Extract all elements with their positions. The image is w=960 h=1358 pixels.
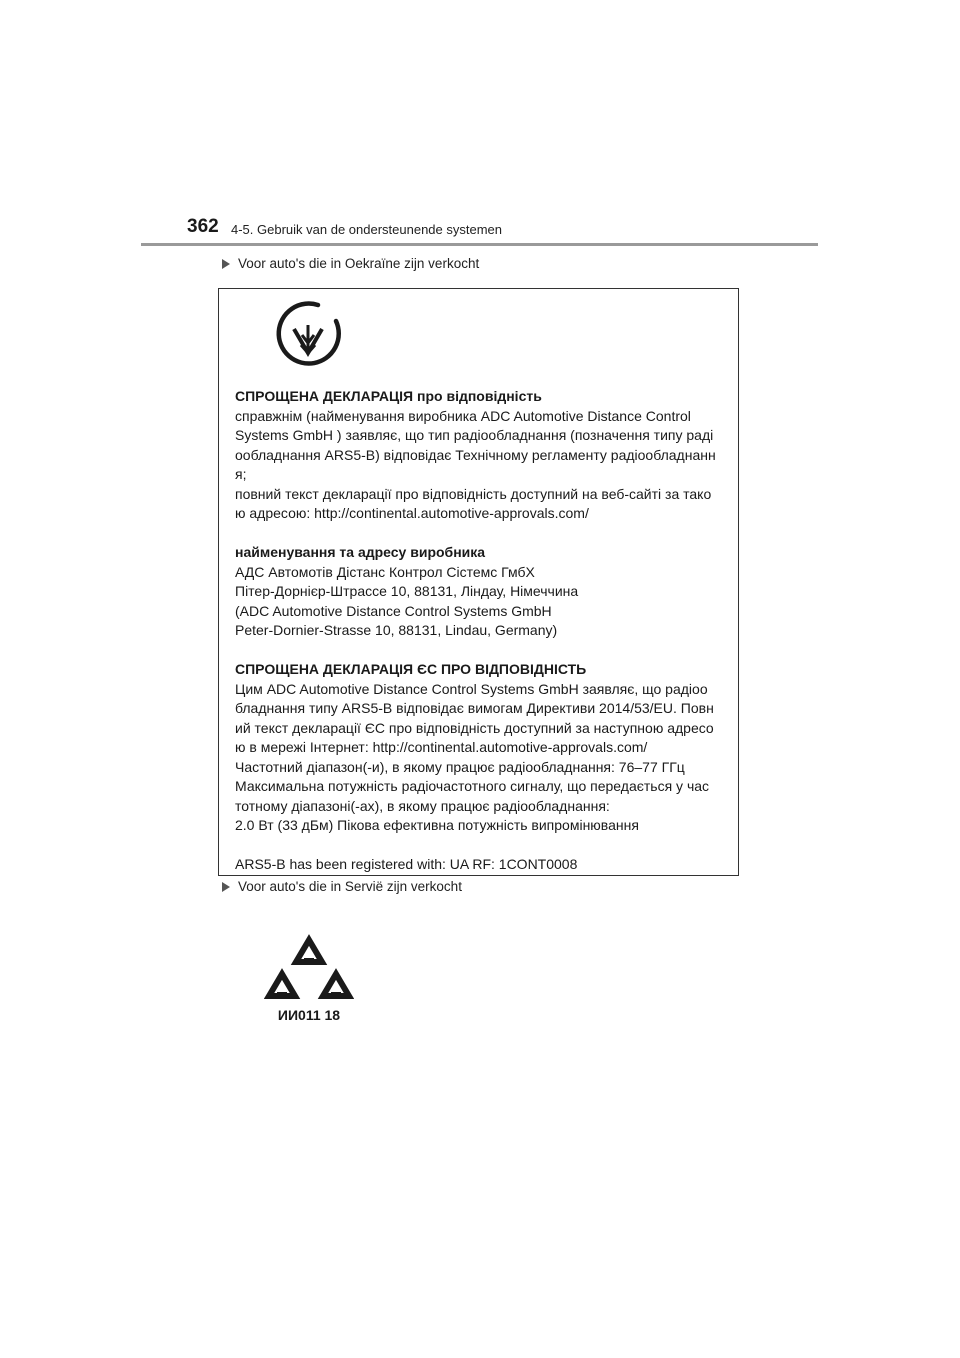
eu-declaration-line: Частотний діапазон(-и), в якому працює радіообладнання: 76–77 ГГц <box>235 758 685 775</box>
subhead-ukraine-label: Voor auto's die in Oekraïne zijn verkocht <box>238 256 480 271</box>
subhead-ukraine <box>222 256 479 271</box>
ukraine-declaration-text <box>235 387 731 875</box>
declaration-line: повний текст декларації про відповідність доступний на веб-сайті за тако <box>235 485 712 502</box>
triangle-bullet-icon <box>222 882 230 892</box>
triangle-bullet-icon <box>222 259 230 269</box>
eu-declaration-line: ю в мережі Інтернет: http://continental.automotive-approvals.com/ <box>235 739 648 755</box>
declaration-line: ообладнання ARS5-B) відповідає Технічному регламенту радіообладнанн <box>235 446 716 463</box>
eu-declaration-line: 2.0 Вт (33 дБм) Пікова ефективна потужність випромінювання <box>235 817 639 833</box>
manufacturer-line: Peter-Dornier-Strasse 10, 88131, Lindau, Germany) <box>235 622 558 638</box>
section-title: 4-5. Gebruik van de ondersteunende systemen <box>231 222 503 237</box>
header-rule <box>141 243 818 246</box>
manufacturer-line: АДС Автомотів Дістанс Контрол Сістемс ГмбХ <box>235 563 535 580</box>
rs-conformity-mark-icon <box>264 932 354 1026</box>
declaration-line: Systems GmbH ) заявляє, що тип радіообладнання (позначення типу раді <box>235 427 714 443</box>
rs-mark-code: ИИ011 18 <box>277 1007 341 1023</box>
subhead-serbia-label: Voor auto's die in Servië zijn verkocht <box>238 879 462 894</box>
declaration-line: я; <box>235 466 247 482</box>
eu-declaration-line: ий текст декларації ЄС про відповідність доступний за наступною адресо <box>235 719 714 736</box>
eu-declaration-line: Максимальна потужність радіочастотного сигналу, що передається у час <box>235 778 710 794</box>
ua-conformity-mark-icon <box>272 299 344 377</box>
declaration-title-simplified: СПРОЩЕНА ДЕКЛАРАЦІЯ про відповідність <box>235 388 542 404</box>
eu-declaration-line: Цим ADC Automotive Distance Control Systems GmbH заявляє, що радіоо <box>235 680 708 697</box>
manufacturer-line: (ADC Automotive Distance Control Systems GmbH <box>235 602 552 619</box>
manufacturer-line: Пітер-Дорнієр-Штрассе 10, 88131, Ліндау, Німеччина <box>235 583 579 599</box>
ukraine-declaration-box <box>218 288 739 876</box>
eu-declaration-line: тотному діапазоні(-ах), в якому працює радіообладнання: <box>235 797 610 814</box>
subhead-serbia <box>222 879 462 894</box>
declaration-line: ю адресою: http://continental.automotive-approvals.com/ <box>235 505 589 521</box>
declaration-line: справжнім (найменування виробника ADC Automotive Distance Control <box>235 407 691 424</box>
eu-declaration-title: СПРОЩЕНА ДЕКЛАРАЦІЯ ЄС ПРО ВІДПОВІДНІСТЬ <box>235 661 587 677</box>
eu-declaration-line: бладнання типу ARS5-B відповідає вимогам Директиви 2014/53/EU. Повн <box>235 700 714 716</box>
page-number: 362 <box>187 216 219 237</box>
registration-line: ARS5-B has been registered with: UA RF: 1CONT0008 <box>235 856 578 872</box>
manufacturer-title: найменування та адресу виробника <box>235 544 486 560</box>
